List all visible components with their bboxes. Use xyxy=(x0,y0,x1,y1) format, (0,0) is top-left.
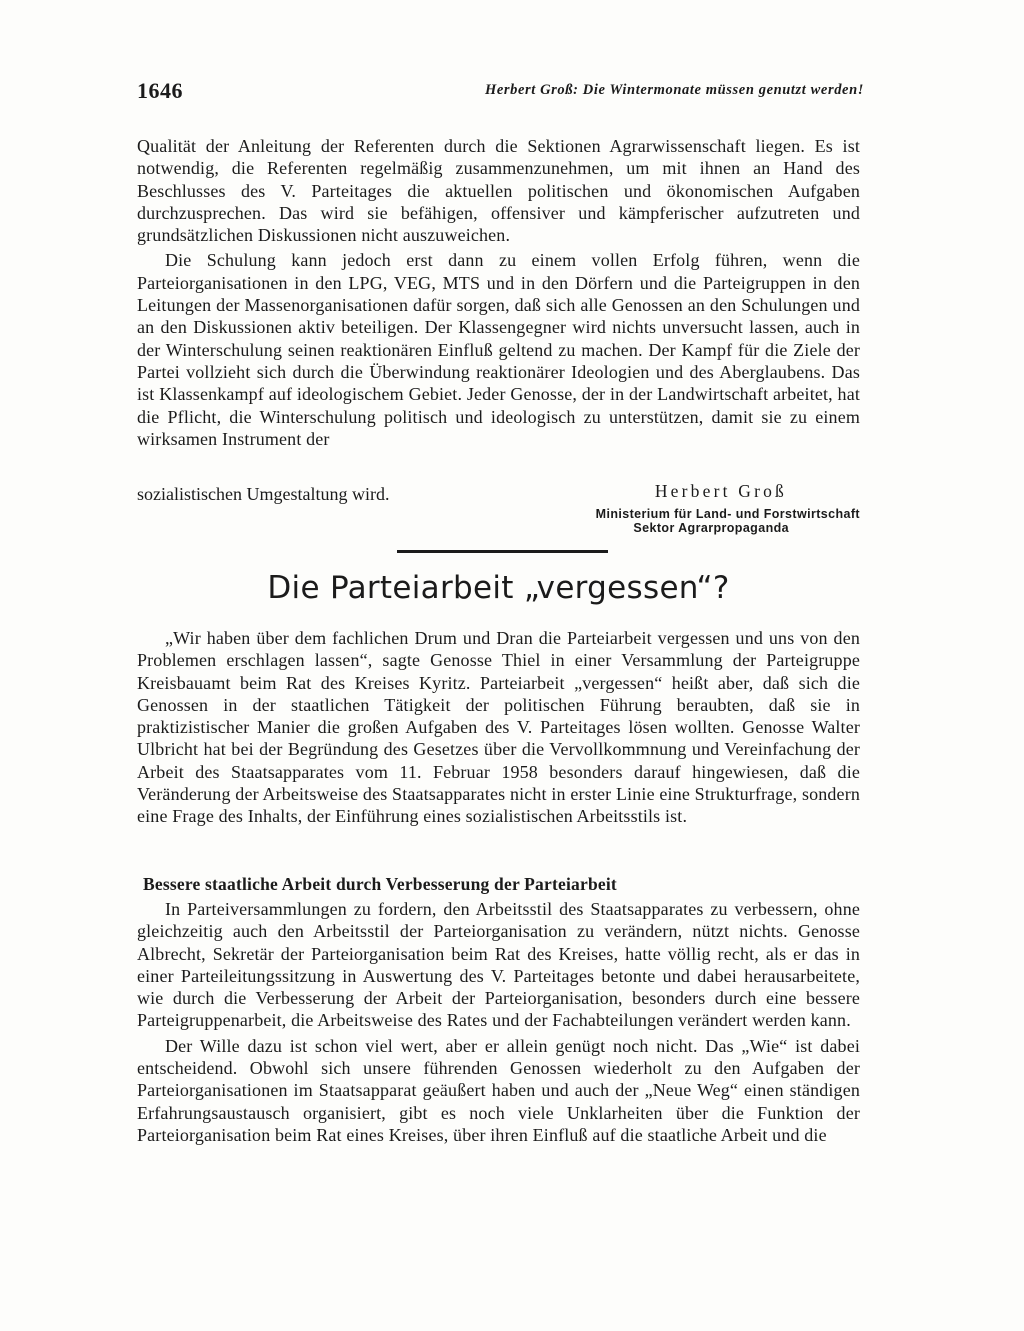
article-closing xyxy=(137,483,860,543)
author-signature: Herbert Groß xyxy=(654,481,787,501)
page-header xyxy=(137,78,864,108)
section-body xyxy=(137,898,860,1146)
paragraph: „Wir haben über dem fachlichen Drum und Dran die Parteiarbeit vergessen und uns von den Problemen erschlagen lassen“, sagte Genosse Thiel in einer Versammlung der Parteigruppe Kreisbauamt beim Rat des Kreises Kyritz. Parteiarbeit „vergessen“ heißt aber, daß sich die Genossen in der staatlichen Tätigkeit der politischen Führung beraubten, daß sie in praktizistischer Manier die großen Aufgaben des V. Parteitages lösen wollten. Genosse Walter Ulbricht hat bei der Begründung des Gesetzes über die Vervollkommnung und Vereinfachung der Arbeit des Staatsapparates vom 11. Februar 1958 besonders darauf hingewiesen, daß die Veränderung der Arbeitsweise des Staatsapparates nicht in erster Linie eine Strukturfrage, sondern eine Frage des Inhalts, der Einführung eines sozialistischen Arbeitsstils ist. xyxy=(137,628,860,827)
paragraph: In Parteiversammlungen zu fordern, den Arbeitsstil des Staatsapparates zu verbessern, ohne gleichzeitig auch den Arbeitsstil der Parteiorganisation zu verändern, nützt nichts. Genosse Albrecht, Sekretär der Parteiorganisation beim Rat des Kreises, hatte völlig recht, als er das in einer Parteileitungssitzung in Auswertung des V. Parteitages betonte und dabei herausarbeitete, wie durch die Verbesserung der Arbeit der Parteiorganisation, besonders durch eine bessere Parteigruppenarbeit, die Arbeitsweise des Rates und der Fachabteilungen verändert werden kann. xyxy=(137,899,860,1031)
author-affiliation: Ministerium für Land- und Forstwirtschaft xyxy=(595,507,860,521)
article-title: Die Parteiarbeit „vergessen“? xyxy=(267,570,730,606)
paragraph: Der Wille dazu ist schon viel wert, aber er allein genügt noch nicht. Das „Wie“ ist dabei entscheidend. Obwohl sich unsere führenden Genossen wiederholt zu den Aufgaben der Parteiorganisationen im Staatsapparat geäußert haben und auch der „Neue Weg“ einen ständigen Erfahrungsaustausch organisiert, gibt es noch viele Unklarheiten über die Funktion der Parteiorganisation beim Rat eines Kreises, über ihren Einfluß auf die staatliche Arbeit und die xyxy=(137,1035,860,1145)
page-number: 1646 xyxy=(137,78,183,103)
section-divider xyxy=(397,550,608,553)
author-department: Sektor Agrarpropaganda xyxy=(633,521,789,535)
closing-line: sozialistischen Umgestaltung wird. xyxy=(137,484,390,504)
article-intro xyxy=(137,627,860,828)
paragraph: Die Schulung kann jedoch erst dann zu einem vollen Erfolg führen, wenn die Parteiorganisationen in den LPG, VEG, MTS und in den Dörfern und die Parteigruppen in den Leitungen der Massenorganisationen dafür sorgen, daß sich alle Genossen an den Schulungen und an den Diskussionen aktiv beteiligen. Der Klassengegner wird nichts unversucht lassen, auch in der Winterschulung seinen reaktionären Einfluß geltend zu machen. Der Kampf für die Ziele der Partei vollzieht sich durch die Überwindung reaktionärer Ideologien und des Aberglaubens. Das ist Klassenkampf auf ideologischem Gebiet. Jeder Genosse, der in der Landwirtschaft arbeitet, hat die Pflicht, die Winterschulung politisch und ideologisch zu unterstützen, damit sie zu einem wirksamen Instrument der xyxy=(137,250,860,449)
paragraph: Qualität der Anleitung der Referenten durch die Sektionen Agrarwissenschaft liegen. Es ist notwendig, die Referenten regelmäßig zusammenzunehmen, um mit ihnen an Hand des Beschlusses des V. Parteitages die aktuellen politischen und ökonomischen Aufgaben durchzusprechen. Das wird sie befähigen, offensiver und kämpferischer aufzutreten und grundsätzlichen Diskussionen nicht auszuweichen. xyxy=(137,136,860,246)
running-head: Herbert Groß: Die Wintermonate müssen genutzt werden! xyxy=(484,82,864,98)
continued-article-text xyxy=(137,135,860,450)
section-subheading: Bessere staatliche Arbeit durch Verbesserung der Parteiarbeit xyxy=(143,874,617,894)
